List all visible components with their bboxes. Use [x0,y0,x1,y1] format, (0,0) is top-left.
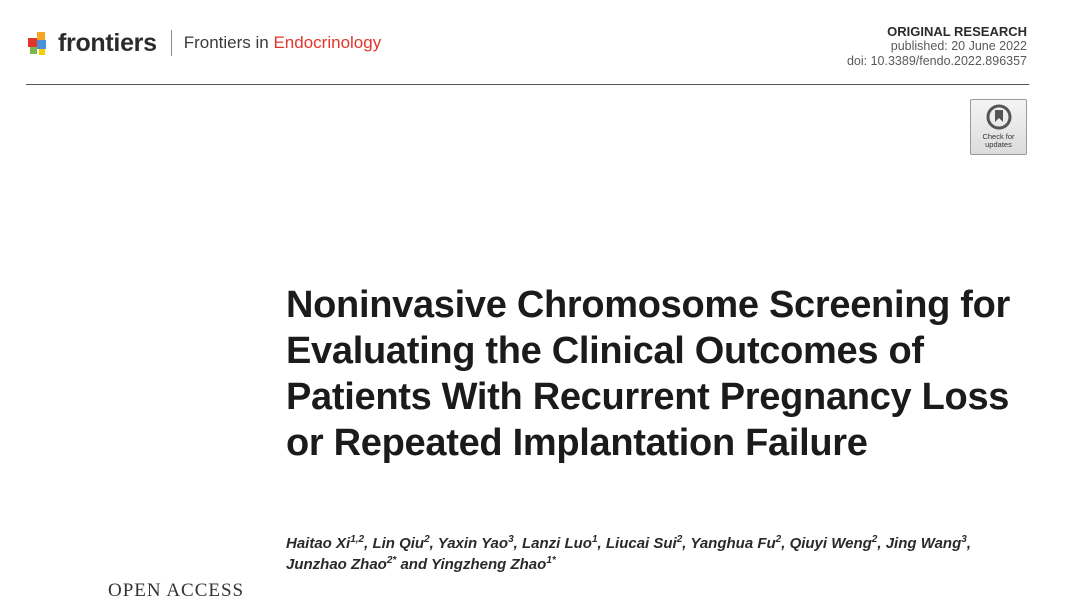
doi[interactable]: doi: 10.3389/fendo.2022.896357 [846,54,1027,68]
author-affiliation: 2 [775,534,782,545]
open-access-label: OPEN ACCESS [108,580,245,601]
author-affiliation: 2* [386,555,397,566]
author-name[interactable]: Lin Qiu [372,535,425,552]
journal-name [184,33,382,53]
author-name[interactable]: Liucai Sui [605,535,677,552]
logo-divider [171,30,172,56]
author-joiner: and [396,556,432,573]
check-updates-label: Check for updates [982,132,1015,149]
author-affiliation: 1 [591,534,598,545]
check-for-updates-button[interactable] [970,99,1027,155]
author-name[interactable]: Yanghua Fu [690,535,776,552]
journal-logo[interactable] [26,28,381,58]
journal-specialty: Endocrinology [273,33,382,52]
published-date: published: 20 June 2022 [890,39,1027,53]
author-name[interactable]: Qiuyi Weng [789,535,872,552]
article-type: ORIGINAL RESEARCH [887,24,1027,39]
frontiers-logo-icon [26,30,52,56]
author-list: Haitao Xi$^{1,2}$, Lin Qiu$^2$, Yaxin Yao$^3$, Lanzi Luo$^1$, Liucai Sui$^2$, Yanghua Fu$^2$, Qiuyi Weng$^2$, Jing Wang$^3$, Junzhao Zhao$^{2*}$ and Yingzheng Zhao$^{1*}$ [286,534,971,573]
author-affiliation: 2 [424,534,430,545]
author-name[interactable]: Lanzi Luo [521,535,592,552]
author-affiliation: 1* [546,555,556,566]
brand-name: frontiers [58,28,157,57]
bookmark-ring-icon [986,104,1012,130]
author-name[interactable]: Junzhao Zhao [286,556,387,573]
author-name[interactable]: Haitao Xi [286,535,351,552]
author-name[interactable]: Yaxin Yao [437,535,509,552]
author-name[interactable]: Jing Wang [885,535,962,552]
author-affiliation: 2 [871,534,878,545]
article-title: Noninvasive Chromosome Screening for Evaluating the Clinical Outcomes of Patients With Recurrent Pregnancy Loss or Repeated Implantation Failure [286,284,1011,464]
author-name[interactable]: Yingzheng Zhao [431,556,547,573]
author-affiliation: 3 [508,534,514,545]
journal-prefix: Frontiers in [183,33,274,52]
article-meta [847,24,1027,69]
header-divider [26,84,1029,85]
author-affiliation: 1,2 [350,534,365,545]
author-affiliation: 3 [961,534,967,545]
author-affiliation: 2 [676,534,683,545]
